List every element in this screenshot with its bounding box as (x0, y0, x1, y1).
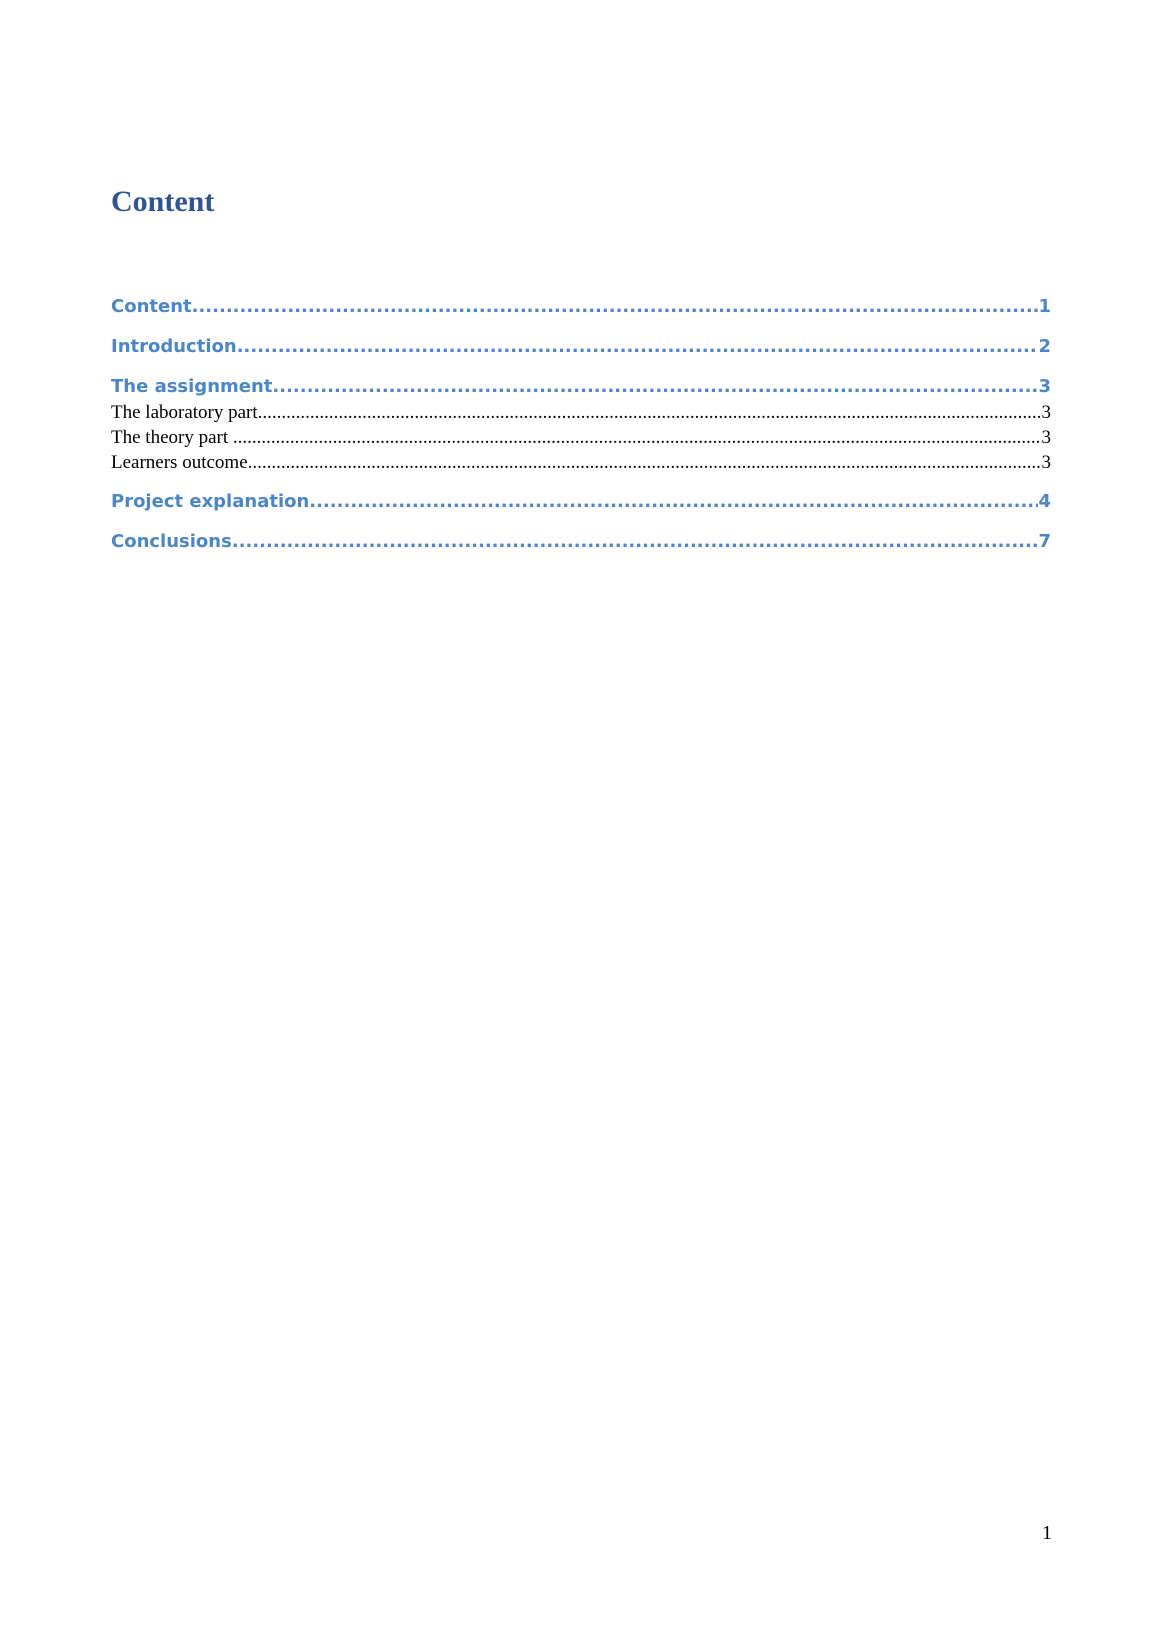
toc-entry-page: 4 (1038, 491, 1051, 512)
toc-entry-label: Content (111, 296, 192, 317)
page-number: 1 (1042, 1522, 1052, 1544)
toc-entry-page: 3 (1041, 402, 1051, 423)
toc-dot-leader (258, 400, 1042, 425)
toc-dot-leader (192, 294, 1039, 320)
toc-entry-conclusions[interactable] (111, 529, 1051, 555)
toc-entry-project-explanation[interactable] (111, 489, 1051, 515)
toc-entry-label: Conclusions (111, 531, 232, 552)
table-of-contents (111, 294, 1051, 569)
toc-entry-page: 2 (1038, 336, 1051, 357)
toc-entry-label: Learners outcome (111, 452, 248, 473)
toc-entry-page: 1 (1038, 296, 1051, 317)
toc-dot-leader (309, 489, 1038, 515)
toc-dot-leader (233, 425, 1042, 450)
toc-entry-the-assignment[interactable] (111, 374, 1051, 400)
toc-entry-learners-outcome[interactable] (111, 450, 1051, 475)
toc-entry-label: Project explanation (111, 491, 310, 512)
toc-dot-leader (272, 374, 1038, 400)
toc-entry-page: 3 (1041, 427, 1051, 448)
toc-entry-page: 3 (1038, 376, 1051, 397)
toc-entry-page: 3 (1041, 452, 1051, 473)
toc-dot-leader (232, 529, 1039, 555)
toc-entry-laboratory-part[interactable] (111, 400, 1051, 425)
toc-entry-label: The assignment (111, 376, 273, 397)
page-title: Content (111, 185, 215, 218)
toc-entry-theory-part[interactable] (111, 425, 1051, 450)
toc-entry-label: The laboratory part (111, 402, 258, 423)
toc-dot-leader (248, 450, 1042, 475)
toc-entry-content[interactable] (111, 294, 1051, 320)
toc-entry-label: The theory part (111, 427, 233, 448)
toc-entry-page: 7 (1038, 531, 1051, 552)
toc-entry-introduction[interactable] (111, 334, 1051, 360)
toc-dot-leader (237, 334, 1039, 360)
toc-entry-label: Introduction (111, 336, 237, 357)
